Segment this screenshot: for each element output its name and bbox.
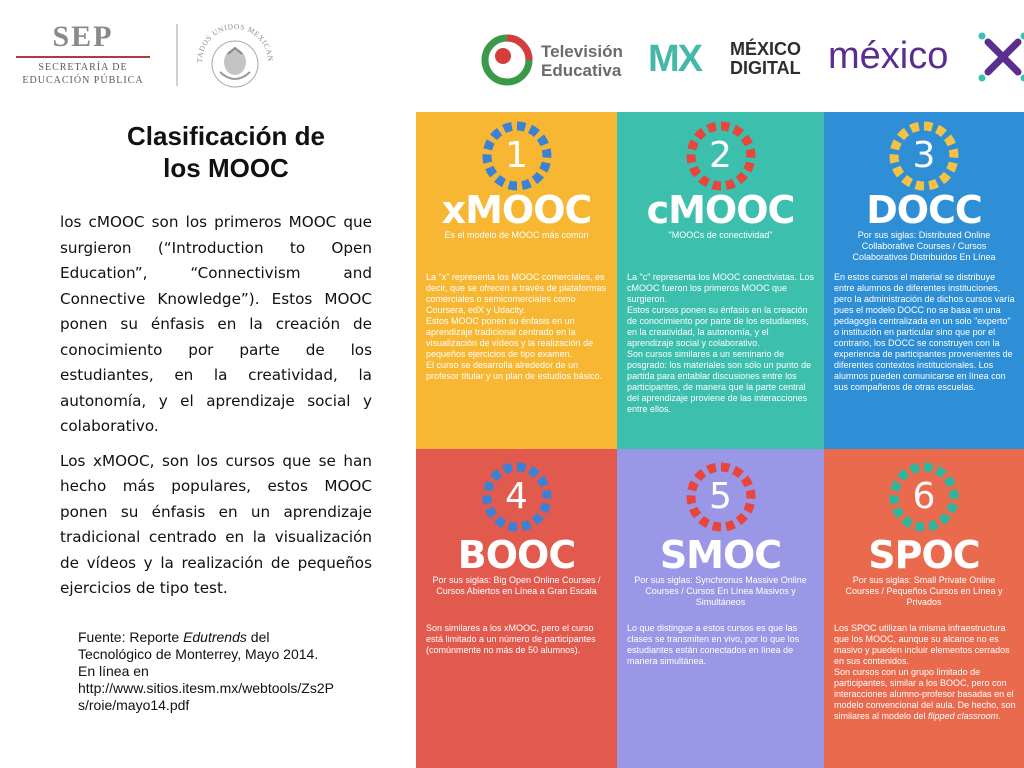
panel-title-smoc: SMOC <box>659 533 782 577</box>
mooc-infographic <box>416 112 1024 768</box>
source-url-line2: s/roie/mayo14.pdf <box>78 697 190 713</box>
panel-docc <box>824 112 1024 449</box>
panel-title-spoc: SPOC <box>868 533 980 577</box>
source-rest: del <box>250 629 270 645</box>
sep-logo <box>8 20 158 87</box>
mexicox-logo <box>828 30 1018 86</box>
number-badge-1: 1 <box>479 118 555 194</box>
page-title <box>76 120 376 184</box>
sep-rule <box>16 56 150 58</box>
panel-spoc <box>824 449 1024 768</box>
panel-tagline-xmooc: Es el modelo de MOOC más común <box>444 230 589 240</box>
source-line3: En línea en <box>78 663 149 679</box>
header-divider <box>176 24 178 86</box>
paragraph-xmooc: Los xMOOC, son los cursos que se han hecho más populares, estos MOOC ponen su énfasis en un aprendizaje tradicional centrado en la visualización de vídeos y la realización de pequeños ejercicios de tipo test. <box>60 451 372 597</box>
number-badge-2: 2 <box>683 118 759 194</box>
source-prefix: Fuente: Reporte <box>78 629 180 645</box>
panel-tagline-smoc: Por sus siglas: Synchronus Massive Online Courses / Cursos En Línea Masivos y Simultáneos <box>634 575 807 607</box>
seal-text: TADOS UNIDOS MEXICAN <box>194 21 276 63</box>
tv-logo-icon <box>481 34 533 86</box>
source-line2: Tecnológico de Monterrey, Mayo 2014. <box>78 646 319 662</box>
body-text <box>60 210 372 611</box>
source-citation <box>78 629 378 714</box>
mexico-digital-line1: MÉXICO <box>730 39 802 59</box>
panel-tagline-spoc: Por sus siglas: Small Private Online Courses / Pequeños Cursos en Línea y Privados <box>845 575 1003 607</box>
sep-subtitle-line1: SECRETARÍA DE <box>38 62 128 73</box>
sep-subtitle-line2: EDUCACIÓN PÚBLICA <box>22 75 144 86</box>
panel-desc-cmooc: La "c" representa los MOOC conectivistas. Los cMOOC fueron los primeros MOOC que surgieron. Estos cursos ponen su énfasis en la creación de conocimiento por parte de los estudiantes, en la creatividad, la autonomía, y el aprendizaje social y colaborativo. Son cursos similares a un seminario de posgrado: los materiales son sólo un punto de partida para entablar discusiones entre los participantes, de manera que la parte central del aprendizaje proviene de las interacciones entre ellos. <box>627 272 814 414</box>
panel-xmooc <box>416 112 617 449</box>
national-seal-icon <box>190 14 280 98</box>
television-educativa-logo <box>481 34 631 86</box>
flipped-classroom-term: flipped classroom <box>928 711 999 721</box>
number-badge-6: 6 <box>886 459 962 535</box>
mx-mark: MX <box>648 38 701 80</box>
panel-desc-smoc: Lo que distingue a estos cursos es que las clases se transmiten en vivo, por lo que los estudiantes están conectados en línea de manera simultánea. <box>627 623 800 666</box>
panel-desc-booc: Son similares a los xMOOC, pero el curso está limitado a un número de participantes (comúnmente no más de 50 alumnos). <box>426 623 596 655</box>
number-badge-3: 3 <box>886 118 962 194</box>
panel-title-cmooc: cMOOC <box>646 188 795 232</box>
title-line2: los MOOC <box>163 153 289 183</box>
mexico-digital-line2: DIGITAL <box>730 58 801 78</box>
panel-title-xmooc: xMOOC <box>441 188 592 232</box>
panel-desc-xmooc: La "x" representa los MOOC comerciales, es decir, que se ofrecen a través de plataformas comerciales o semicomerciales como Coursera, edX y Udacity. Estos MOOC ponen su énfasis en un aprendizaje tradicional centrado en la visualización de vídeos y la realización de pequeños ejercicios de tipo examen. El curso se desarrolla alrededor de un profesor titular y un plan de estudios básico. <box>426 272 607 381</box>
panel-desc-docc: En estos cursos el material se distribuye entre alumnos de diferentes instituciones, pero la administración de dichos cursos varía pues el modelo DOCC no se basa en una pedagogía centralizada en un solo "experto" o institución en particular sino que por el contrario, los DOCC se construyen con la experiencia de participantes provenientes de diferentes contextos institucionales. Los alumnos pueden comunicarse en línea con sus compañeros de otras escuelas. <box>834 272 1015 392</box>
panel-title-booc: BOOC <box>457 533 576 577</box>
panel-tagline-cmooc: "MOOCs de conectividad" <box>668 230 773 240</box>
number-badge-4: 4 <box>479 459 555 535</box>
panel-title-docc: DOCC <box>866 188 982 232</box>
title-line1: Clasificación de <box>127 121 325 151</box>
number-badge-5: 5 <box>683 459 759 535</box>
panel-tagline-docc: Por sus siglas: Distributed Online Collaborative Courses / Cursos Colaborativos Distribuidos En Línea <box>852 230 996 262</box>
mexicox-wordmark: méxico <box>828 35 949 77</box>
mexico-digital-logo <box>648 36 818 82</box>
panel-desc-spoc: Los SPOC utilizan la misma infraestructura que los MOOC, aunque su alcance no es masivo y pueden incluir elementos cerrados en sus contenidos. Son cursos con un grupo limitado de participantes, similar a los BOOC, pero con interacciones alumno-profesor basadas en el modelo convencional del aula. De hecho, son similares al modelo del flipped classroom. <box>834 623 1016 721</box>
tv-logo-line1: Televisión <box>541 42 623 61</box>
panel-tagline-booc: Por sus siglas: Big Open Online Courses / Cursos Abiertos en Línea a Gran Escala <box>432 575 601 596</box>
panel-smoc <box>617 449 824 768</box>
tv-logo-line2: Educativa <box>541 61 622 80</box>
source-url-line1: http://www.sitios.itesm.mx/webtools/Zs2P <box>78 680 334 696</box>
panel-booc <box>416 449 617 768</box>
source-publication: Edutrends <box>183 629 247 645</box>
paragraph-cmooc: los cMOOC son los primeros MOOC que surgieron (“Introduction to Open Education”, “Connectivism and Connective Knowledge”). Estos MOOC ponen su énfasis en la creación de conocimiento por parte de los estudiantes, en la creatividad, la autonomía, y el aprendizaje social y colaborativo. <box>60 213 372 435</box>
mexicox-x-icon <box>976 30 1024 84</box>
panel-cmooc <box>617 112 824 449</box>
sep-wordmark: SEP <box>52 20 114 53</box>
